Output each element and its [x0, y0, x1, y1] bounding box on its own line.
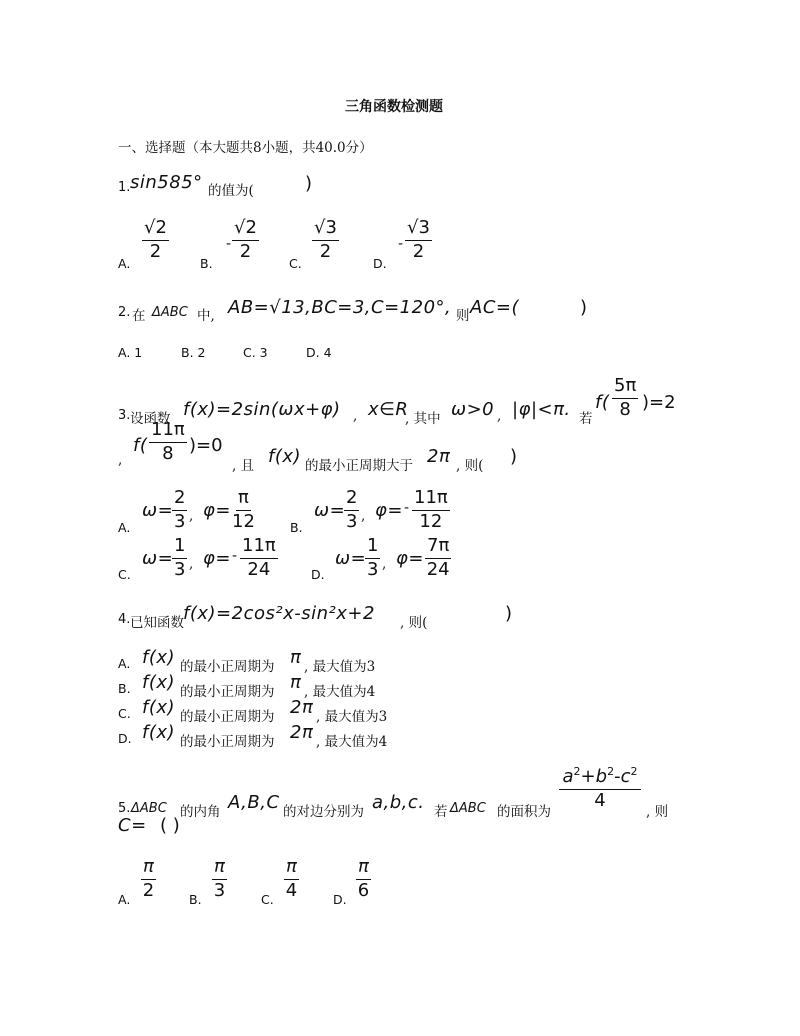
question-number: 5.	[118, 801, 131, 816]
option-d-fraction: $\frac{\pi}{6}$	[357, 856, 370, 901]
numerator: √2	[142, 218, 169, 241]
option-c-label[interactable]: C.	[261, 892, 274, 907]
option-b-phi-fraction: $\frac{11\pi}{12}$	[414, 487, 448, 532]
option-text: 的最小正周期为	[180, 659, 275, 675]
option-b-label[interactable]: B.	[189, 892, 202, 907]
function-open: f(	[595, 392, 610, 413]
answer-paren-close: )	[510, 446, 518, 467]
question-text: 的面积为	[497, 804, 551, 820]
answer-paren-close: )	[305, 173, 313, 194]
option-a-label[interactable]: A.	[118, 520, 131, 535]
omega-label: ω=	[335, 548, 367, 569]
answer-paren-close: )	[580, 297, 588, 318]
comma: ,	[497, 408, 502, 424]
question-text: , 则(	[400, 615, 428, 631]
period-value: 2π	[290, 722, 314, 743]
option-a-fraction	[142, 218, 169, 262]
comma: ,	[189, 556, 194, 572]
comma: ,	[353, 408, 358, 424]
question-text: 若	[434, 804, 448, 820]
question-text: 中,	[197, 308, 215, 324]
minus-sign: -	[398, 236, 404, 252]
option-a-label[interactable]: A.	[118, 656, 131, 671]
question-prefix: 在	[132, 308, 146, 324]
option-a[interactable]: A. 1	[118, 345, 143, 360]
option-b-label[interactable]: B.	[118, 681, 131, 696]
option-d-label[interactable]: D.	[373, 256, 387, 271]
question-text: 则	[456, 308, 470, 324]
option-text: , 最大值为4	[304, 684, 376, 700]
question-number: 1.	[118, 180, 131, 195]
numerator: 5π	[612, 376, 638, 399]
function-value: )=0	[189, 435, 223, 456]
area-fraction	[559, 762, 641, 811]
function-expression: f(x)	[142, 647, 176, 668]
option-d-omega-fraction: $\frac{1}{3}$	[367, 535, 379, 580]
section-header: 一、选择题（本大题共8小题，共40.0分）	[118, 140, 373, 156]
minus-sign: -	[404, 500, 410, 516]
option-d[interactable]: D. 4	[306, 345, 332, 360]
option-a-phi-fraction: $\frac{\pi}{12}$	[232, 487, 255, 532]
expression: sin585°	[130, 172, 203, 193]
option-c-fraction	[312, 218, 339, 262]
comma: ,	[382, 556, 387, 572]
function-expression: f(x)=2cos²x-sin²x+2	[183, 603, 375, 624]
phi-label: φ=	[375, 500, 403, 521]
option-a-label[interactable]: A.	[118, 892, 131, 907]
numerator: √3	[312, 218, 339, 241]
omega-label: ω=	[314, 500, 346, 521]
triangle-label: ΔABC	[450, 801, 486, 816]
minus-sign: -	[226, 236, 232, 252]
question-text: 的值为(	[208, 183, 254, 199]
period-value: 2π	[290, 697, 314, 718]
function-expression: f(x)	[142, 697, 176, 718]
comma: ,	[361, 508, 366, 524]
option-b-omega-fraction: $\frac{2}{3}$	[346, 487, 358, 532]
sides-expression: a,b,c.	[372, 792, 425, 813]
period-value: π	[290, 672, 302, 693]
option-a-omega-fraction: $\frac{2}{3}$	[174, 487, 186, 532]
option-d-fraction	[405, 218, 432, 262]
denominator: 8	[162, 443, 174, 464]
denominator: 2	[239, 241, 252, 262]
answer-paren: ( )	[160, 815, 180, 836]
option-d-phi-fraction: $\frac{7\pi}{24}$	[426, 535, 450, 580]
option-a-label[interactable]: A.	[118, 256, 131, 271]
option-c[interactable]: C. 3	[243, 345, 268, 360]
expression: C=	[118, 815, 147, 836]
question-text: 设函数	[130, 411, 171, 427]
comma: ,	[118, 452, 123, 468]
period-value: π	[290, 647, 302, 668]
option-c-phi-fraction: $\frac{11\pi}{24}$	[242, 535, 276, 580]
option-c-label[interactable]: C.	[118, 706, 131, 721]
option-text: 的最小正周期为	[180, 709, 275, 725]
option-c-label[interactable]: C.	[118, 567, 131, 582]
option-c-omega-fraction: $\frac{1}{3}$	[174, 535, 186, 580]
function-expression: f(x)	[142, 722, 176, 743]
function-expression: f(x)	[268, 446, 302, 467]
option-b-fraction	[232, 218, 259, 262]
option-b-fraction: $\frac{\pi}{3}$	[213, 856, 226, 901]
condition-expression: |φ|<π.	[512, 399, 571, 420]
option-b-label[interactable]: B.	[200, 256, 213, 271]
expression: AC=(	[470, 297, 519, 318]
question-number: 3.	[118, 408, 131, 423]
question-number: 4.	[118, 612, 131, 627]
question-text: , 且	[232, 458, 255, 474]
page-title: 三角函数检测题	[345, 99, 443, 115]
function-expression: f(x)=2sin(ωx+φ)	[183, 399, 341, 420]
question-text: 已知函数	[130, 615, 184, 631]
omega-label: ω=	[142, 548, 174, 569]
question-number: 2.	[118, 305, 131, 320]
fraction-5pi-8	[612, 376, 638, 420]
question-text: , 则	[646, 804, 669, 820]
omega-label: ω=	[142, 500, 174, 521]
expression: AB=√13,BC=3,C=120°,	[228, 297, 452, 318]
option-b[interactable]: B. 2	[181, 345, 206, 360]
option-c-label[interactable]: C.	[289, 256, 302, 271]
angles-expression: A,B,C	[228, 792, 280, 813]
phi-label: φ=	[203, 548, 231, 569]
option-text: , 最大值为3	[304, 659, 376, 675]
triangle-label: ΔABC	[131, 801, 167, 816]
comma: ,	[189, 508, 194, 524]
period-value: 2π	[427, 446, 451, 467]
function-expression: f(x)	[142, 672, 176, 693]
area-numerator: $a^2+b^2-c^2$	[559, 762, 641, 790]
phi-label: φ=	[396, 548, 424, 569]
option-d-label[interactable]: D.	[311, 567, 325, 582]
question-text: 的最小正周期大于	[305, 458, 413, 474]
option-text: 的最小正周期为	[180, 684, 275, 700]
option-c-fraction: $\frac{\pi}{4}$	[285, 856, 298, 901]
option-d-label[interactable]: D.	[333, 892, 347, 907]
option-d-label[interactable]: D.	[118, 731, 132, 746]
question-text: , 则(	[456, 458, 484, 474]
option-b-label[interactable]: B.	[290, 520, 303, 535]
condition-expression: ω>0	[451, 399, 495, 420]
function-open: f(	[133, 435, 148, 456]
numerator: 11π	[149, 420, 187, 443]
area-denominator: 4	[594, 790, 606, 811]
option-a-fraction: $\frac{\pi}{2}$	[142, 856, 155, 901]
domain-expression: x∈R	[368, 399, 409, 420]
option-text: , 最大值为3	[316, 709, 388, 725]
option-text: 的最小正周期为	[180, 734, 275, 750]
denominator: 2	[412, 241, 425, 262]
phi-label: φ=	[203, 500, 231, 521]
numerator: √3	[405, 218, 432, 241]
function-value: )=2	[642, 392, 676, 413]
minus-sign: -	[232, 548, 238, 564]
question-text: , 其中	[405, 411, 441, 427]
question-text: 若	[579, 411, 593, 427]
numerator: √2	[232, 218, 259, 241]
option-text: , 最大值为4	[316, 734, 388, 750]
denominator: 2	[149, 241, 162, 262]
question-text: 的对边分别为	[283, 804, 364, 820]
denominator: 8	[619, 399, 631, 420]
fraction-11pi-8	[149, 420, 187, 464]
question-text: 的内角	[180, 804, 221, 820]
denominator: 2	[319, 241, 332, 262]
triangle-label: ΔABC	[152, 305, 188, 320]
answer-paren-close: )	[505, 603, 513, 624]
